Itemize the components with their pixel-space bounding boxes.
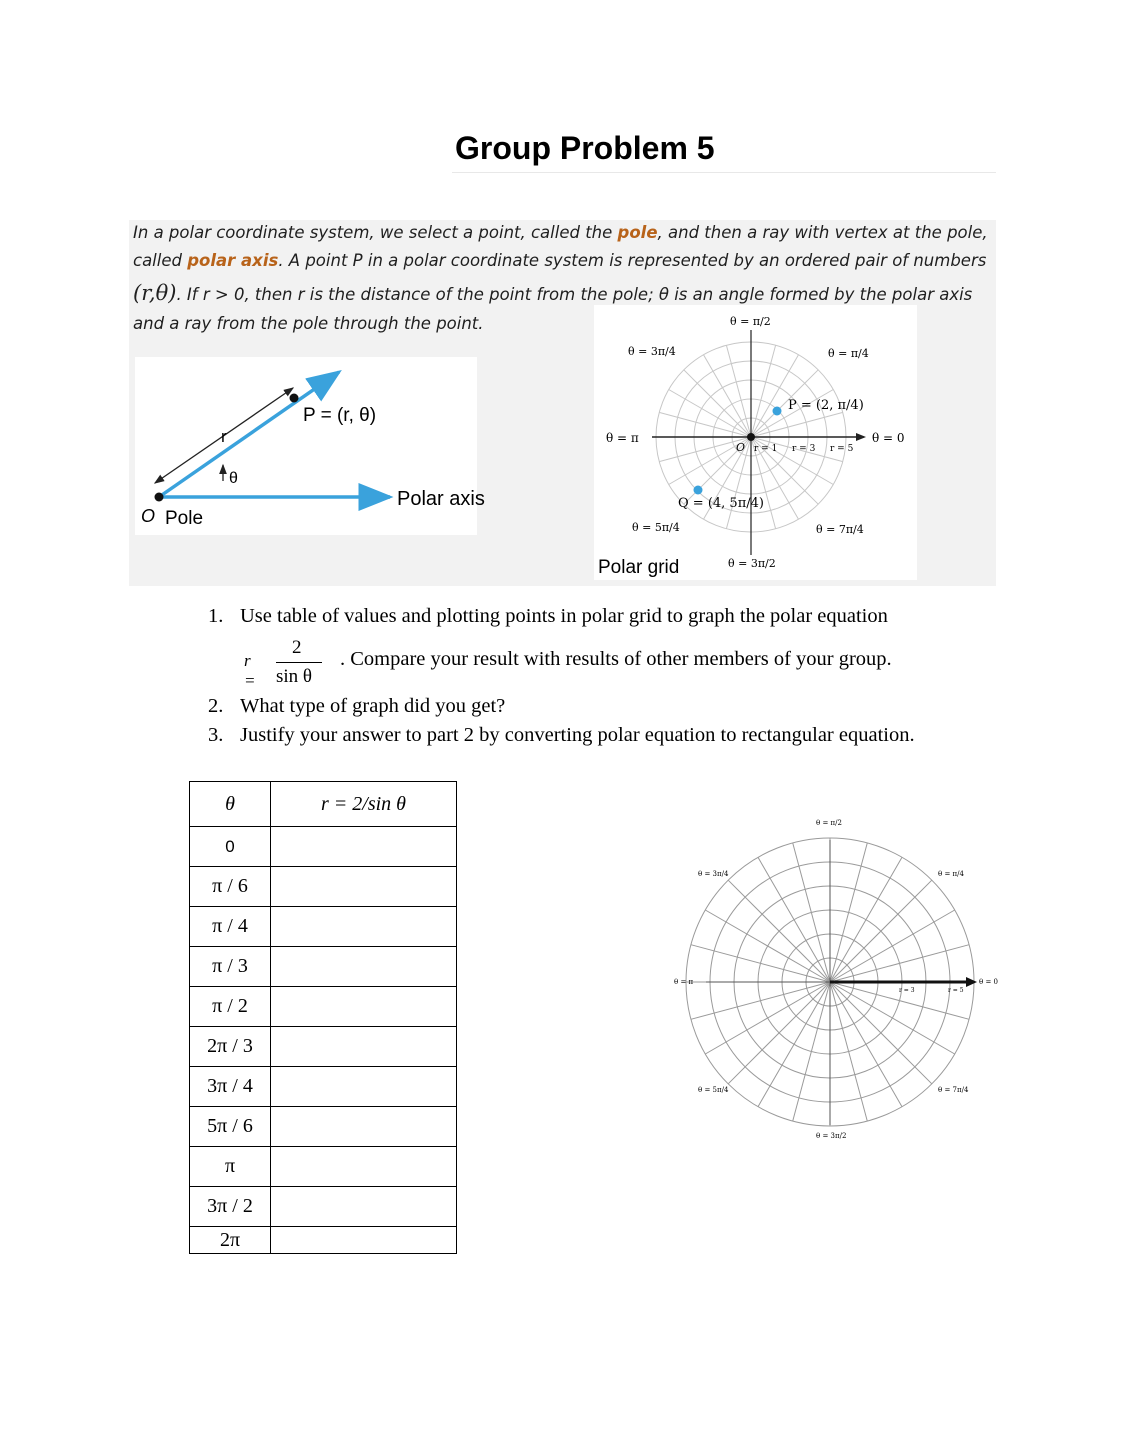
theta-pi-label: θ = π xyxy=(606,431,639,445)
grid-spoke xyxy=(830,880,932,982)
r3-label: r = 3 xyxy=(899,987,915,994)
grid-spoke xyxy=(830,982,902,1107)
question-text: Use table of values and plotting points in polar grid to graph the polar equation xyxy=(240,605,888,627)
polar-grid-caption: Polar grid xyxy=(598,557,680,578)
theta-value: π / 2 xyxy=(190,987,271,1027)
equation-denominator: sin θ xyxy=(276,666,313,687)
question-number: 2. xyxy=(208,695,224,717)
intro-line-2 xyxy=(133,251,986,270)
intro-text: In a polar coordinate system, we select a point, called the xyxy=(133,223,618,242)
r-value-cell[interactable] xyxy=(271,1147,457,1187)
polar-axis-label: Polar axis xyxy=(397,488,485,510)
theta-value: 3π / 4 xyxy=(190,1067,271,1107)
point-p-dot xyxy=(290,394,299,403)
r5-label: r = 5 xyxy=(830,444,854,454)
values-table xyxy=(189,781,457,1254)
point-p-label: P = (2, π/4) xyxy=(788,398,864,413)
point-p-label: P = (r, θ) xyxy=(303,405,377,426)
r-value-cell[interactable] xyxy=(271,867,457,907)
r1-label: r = 1 xyxy=(754,444,778,454)
pole-dot xyxy=(155,493,164,502)
blank-polar-grid[interactable] xyxy=(676,800,1012,1160)
theta-3pi-over-2-label: θ = 3π/2 xyxy=(728,557,776,570)
table-row xyxy=(190,1107,457,1147)
grid-spoke xyxy=(830,910,955,982)
title-divider xyxy=(452,172,996,173)
ray-to-point xyxy=(159,372,339,497)
table-row xyxy=(190,1227,457,1254)
intro-pair: (r,θ) xyxy=(133,281,177,305)
theta-pi-label: θ = π xyxy=(674,978,694,986)
question-2 xyxy=(208,695,505,718)
r-header: r = 2/sin θ xyxy=(271,782,457,827)
r-value-cell[interactable] xyxy=(271,947,457,987)
theta-3pi-over-4-label: θ = 3π/4 xyxy=(628,345,676,358)
grid-spoke xyxy=(659,412,751,437)
page-title: Group Problem 5 xyxy=(455,130,715,166)
polar-grid-example xyxy=(594,305,917,580)
theta-0-label: θ = 0 xyxy=(979,978,998,986)
intro-text: . A point P in a polar coordinate system is represented by an ordered pair of numbers xyxy=(278,251,987,270)
theta-value: π xyxy=(190,1147,271,1187)
r-value-cell[interactable] xyxy=(271,1027,457,1067)
theta-3pi-over-2-label: θ = 3π/2 xyxy=(816,1132,847,1140)
r-value-cell[interactable] xyxy=(271,907,457,947)
grid-spoke xyxy=(830,857,902,982)
fraction-bar xyxy=(276,662,322,663)
theta-pi-over-2-label: θ = π/2 xyxy=(816,819,842,827)
origin-dot xyxy=(747,433,755,441)
theta-0-label: θ = 0 xyxy=(872,431,905,445)
grid-spoke xyxy=(669,390,751,438)
theta-3pi-over-4-label: θ = 3π/4 xyxy=(698,870,729,878)
grid-spoke xyxy=(684,370,751,437)
point-p-dot xyxy=(773,407,782,416)
grid-spoke xyxy=(728,982,830,1084)
theta-label: θ xyxy=(229,470,238,487)
question-number: 1. xyxy=(208,605,224,627)
table-row xyxy=(190,867,457,907)
table-row xyxy=(190,987,457,1027)
table-row xyxy=(190,947,457,987)
table-row xyxy=(190,1067,457,1107)
intro-line-3 xyxy=(133,281,972,305)
polar-axis-arrowhead xyxy=(856,433,866,441)
r3-label: r = 3 xyxy=(792,444,816,454)
grid-spoke xyxy=(726,345,751,437)
grid-spoke xyxy=(830,982,955,1054)
r-value-cell[interactable] xyxy=(271,1227,457,1254)
theta-header: θ xyxy=(190,782,271,827)
point-q-dot xyxy=(694,486,703,495)
question-text: What type of graph did you get? xyxy=(240,695,506,717)
grid-spoke xyxy=(758,857,830,982)
table-row xyxy=(190,1147,457,1187)
intro-text: , and then a ray with vertex at the pole, xyxy=(657,223,988,242)
r-value-cell[interactable] xyxy=(271,987,457,1027)
intro-text: . If r > 0, then r is the distance of the point from the pole; θ is an angle formed by the polar axis xyxy=(176,285,973,304)
polar-axis-arrowhead xyxy=(966,977,977,987)
grid-spoke xyxy=(830,982,932,1084)
theta-value: 2π xyxy=(190,1227,271,1254)
table-row xyxy=(190,1027,457,1067)
grid-spoke xyxy=(751,390,833,438)
table-header-row xyxy=(190,782,457,827)
theta-value: π / 4 xyxy=(190,907,271,947)
theta-value: π / 6 xyxy=(190,867,271,907)
intro-text: called xyxy=(133,251,188,270)
grid-spoke xyxy=(705,910,830,982)
equation-numerator: 2 xyxy=(292,637,302,658)
grid-spoke xyxy=(704,355,752,437)
keyword-pole: pole xyxy=(617,223,658,242)
theta-value: 5π / 6 xyxy=(190,1107,271,1147)
grid-spoke xyxy=(705,982,830,1054)
intro-line-4: and a ray from the pole through the point. xyxy=(133,314,484,333)
theta-pi-over-2-label: θ = π/2 xyxy=(730,315,771,328)
question-3 xyxy=(208,724,915,747)
theta-value: 3π / 2 xyxy=(190,1187,271,1227)
polar-point-diagram xyxy=(135,357,485,535)
grid-spoke xyxy=(728,880,830,982)
question-number: 3. xyxy=(208,724,224,746)
origin-label: O xyxy=(736,441,746,454)
grid-spoke xyxy=(758,982,830,1107)
equation-lhs: r = xyxy=(244,651,256,690)
point-q-label: Q = (4, 5π/4) xyxy=(678,496,764,511)
keyword-polar-axis: polar axis xyxy=(187,251,279,270)
theta-pi-over-4-label: θ = π/4 xyxy=(828,347,869,360)
theta-value: π / 3 xyxy=(190,947,271,987)
theta-value: 2π / 3 xyxy=(190,1027,271,1067)
table-row xyxy=(190,1187,457,1227)
theta-7pi-over-4-label: θ = 7π/4 xyxy=(938,1086,969,1094)
r-label: r xyxy=(221,427,227,446)
grid-spoke xyxy=(751,412,843,437)
intro-line-1 xyxy=(133,223,988,242)
r-value-cell[interactable] xyxy=(271,1067,457,1107)
theta-7pi-over-4-label: θ = 7π/4 xyxy=(816,523,864,536)
table-row xyxy=(190,907,457,947)
r-value-cell[interactable] xyxy=(271,1187,457,1227)
question-text: Justify your answer to part 2 by converting polar equation to rectangular equation. xyxy=(240,724,915,746)
theta-value: 0 xyxy=(190,827,271,867)
pole-label: Pole xyxy=(165,508,204,529)
grid-spoke xyxy=(751,345,776,437)
table-row xyxy=(190,827,457,867)
r5-label: r = 5 xyxy=(948,987,964,994)
origin-label: O xyxy=(141,506,156,526)
question-1-continued: . Compare your result with results of other members of your group. xyxy=(340,648,892,670)
grid-spoke xyxy=(751,355,799,437)
theta-5pi-over-4-label: θ = 5π/4 xyxy=(632,521,680,534)
r-value-cell[interactable] xyxy=(271,827,457,867)
r-value-cell[interactable] xyxy=(271,1107,457,1147)
question-1 xyxy=(208,605,888,628)
theta-pi-over-4-label: θ = π/4 xyxy=(938,870,964,878)
theta-5pi-over-4-label: θ = 5π/4 xyxy=(698,1086,729,1094)
